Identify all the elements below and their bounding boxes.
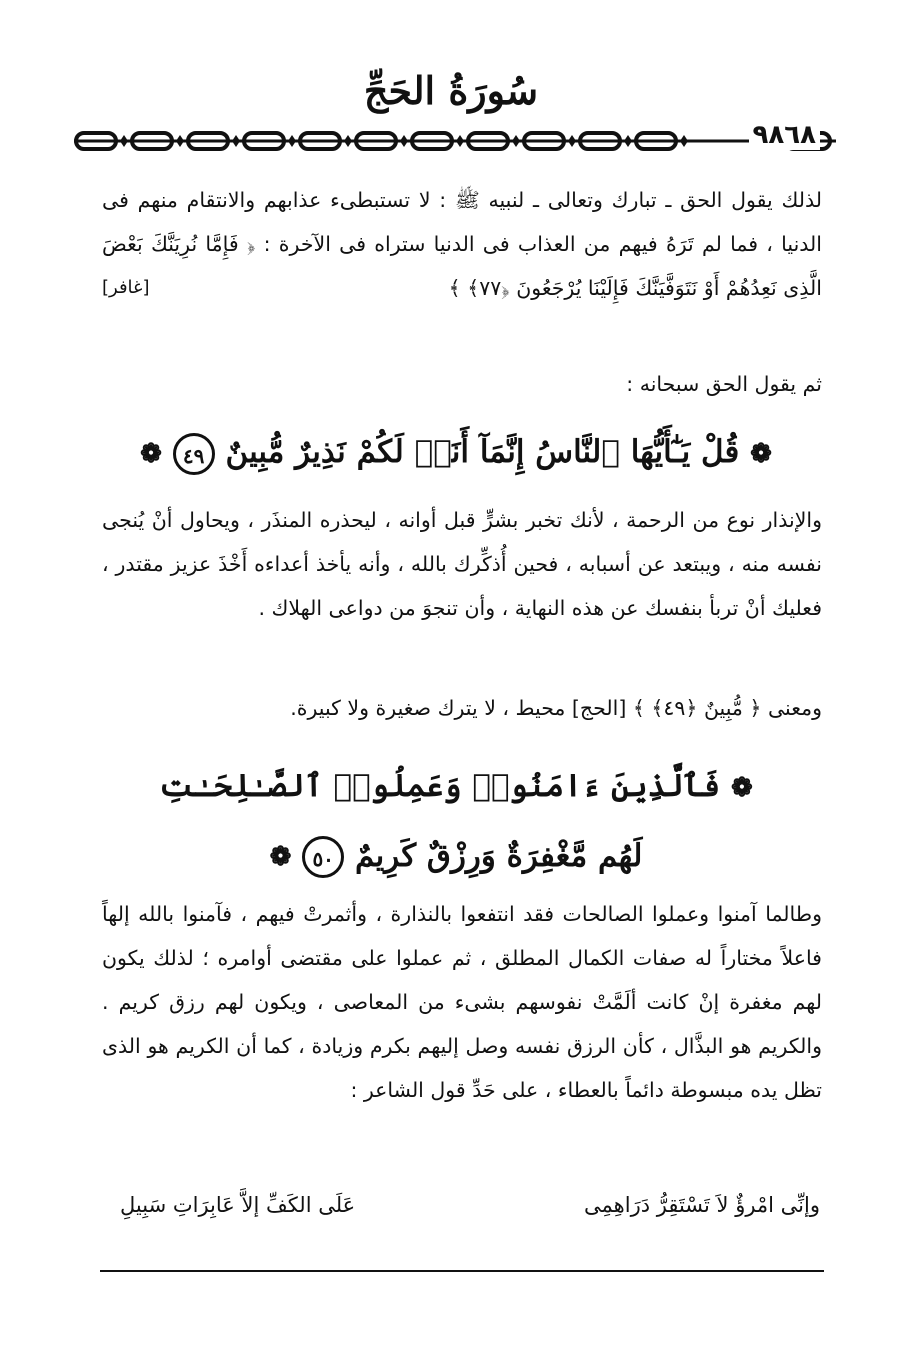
poem-verse <box>120 1193 820 1237</box>
verse-49 <box>96 418 816 488</box>
ornament-icon: ❁ <box>730 772 753 803</box>
ornament-icon: ❁ <box>269 842 292 872</box>
paragraph-4 <box>102 686 822 730</box>
verse-50-line-1: ❁ فَٱلَّذِينَ ءَامَنُوا۟ وَعَمِلُوا۟ ٱلصَّـٰلِحَـٰتِ <box>96 752 816 822</box>
paragraph-2 <box>102 362 822 406</box>
ornament-icon: ❁ <box>750 438 772 469</box>
verse-50 <box>96 752 816 891</box>
paragraph-3-text: والإنذار نوع من الرحمة ، لأنك تخبر بشرٍّ قبل أوانه ، ليحذره المنذَر ، ويحاول أنْ يُنجى نفسه منه ، ويبتعد عن أسبابه ، فحين أُذكِّرك بالله ، وأنه يأخذ أعداءه أَخْذَ عزيز مقتدر ، فعليك أنْ تربأ بنفسك عن هذه النهاية ، وأن تنجوَ من دواعى الهلاك . <box>102 508 822 620</box>
surah-reference-ghafir: [غافر] <box>102 277 150 298</box>
paragraph-5-text: وطالما آمنوا وعملوا الصالحات فقد انتفعوا بالنذارة ، وأثمرتْ فيهم ، فآمنوا بالله إلهاً فاعلاً مختاراً له صفات الكمال المطلق ، ثم عملوا على مقتضى أوامره ؛ لذلك يكون لهم مغفرة إنْ كانت ألَمَّتْ نفوسهم بشىء من المعاصى ، ويكون لهم رزق كريم . والكريم هو البذَّال ، كأن الرزق نفسه وصل إليهم بكرم وزيادة ، كما أن الكريم هو الذى تظل يده مبسوطة دائماً بالعطاء ، على حَدِّ قول الشاعر : <box>102 902 822 1102</box>
surah-title: سُورَةُ الحَجِّ <box>363 68 539 113</box>
verse-number-badge: ٤٩ <box>173 433 215 475</box>
poem-hemistich-1: وإنِّى امْرؤٌ لاَ تَسْتَقِرُّ دَرَاهِمِى <box>584 1193 820 1217</box>
poem-hemistich-2: عَلَى الكَفِّ إلاَّ عَابِرَاتِ سَبِيلِ <box>120 1193 356 1217</box>
page-number: ٩٨٦٨ <box>749 120 820 150</box>
ornament-icon: ❁ <box>140 438 162 469</box>
paragraph-5 <box>102 892 822 1112</box>
paragraph-4-text: ومعنى ﴿ مُّبِينٌ ﴿٤٩﴾ ﴾ [الحج] محيط ، لا يترك صغيرة ولا كبيرة. <box>290 696 822 720</box>
ornamental-border <box>70 124 840 158</box>
verse-49-text: قُلْ يَـٰٓأَيُّهَا ٱلنَّاسُ إِنَّمَآ أَنَا۠ لَكُمْ نَذِيرٌ مُّبِينٌ <box>225 434 740 470</box>
paragraph-3 <box>102 498 822 630</box>
paragraph-2-text: ثم يقول الحق سبحانه : <box>626 372 822 396</box>
paragraph-1 <box>102 178 822 310</box>
verse-number-badge: ٥٠ <box>302 836 344 878</box>
verse-50-line-2: لَهُم مَّغْفِرَةٌ وَرِزْقٌ كَرِيمٌ ٥٠ ❁ <box>96 822 816 892</box>
paragraph-1-text: لذلك يقول الحق ـ تبارك وتعالى ـ لنبيه ﷺ : لا تستبطىء عذابهم والانتقام منهم فى الدنيا ، فما لم تَرَهُ فيهم من العذاب فى الدنيا ستراه فى الآخرة : ﴿ فَإِمَّا نُرِيَنَّكَ بَعْضَ الَّذِى نَعِدُهُمْ أَوْ نَتَوَفَّيَنَّكَ فَإِلَيْنَا يُرْجَعُونَ ﴿٧٧﴾ ﴾ <box>102 188 822 300</box>
footer-rule <box>100 1270 824 1272</box>
